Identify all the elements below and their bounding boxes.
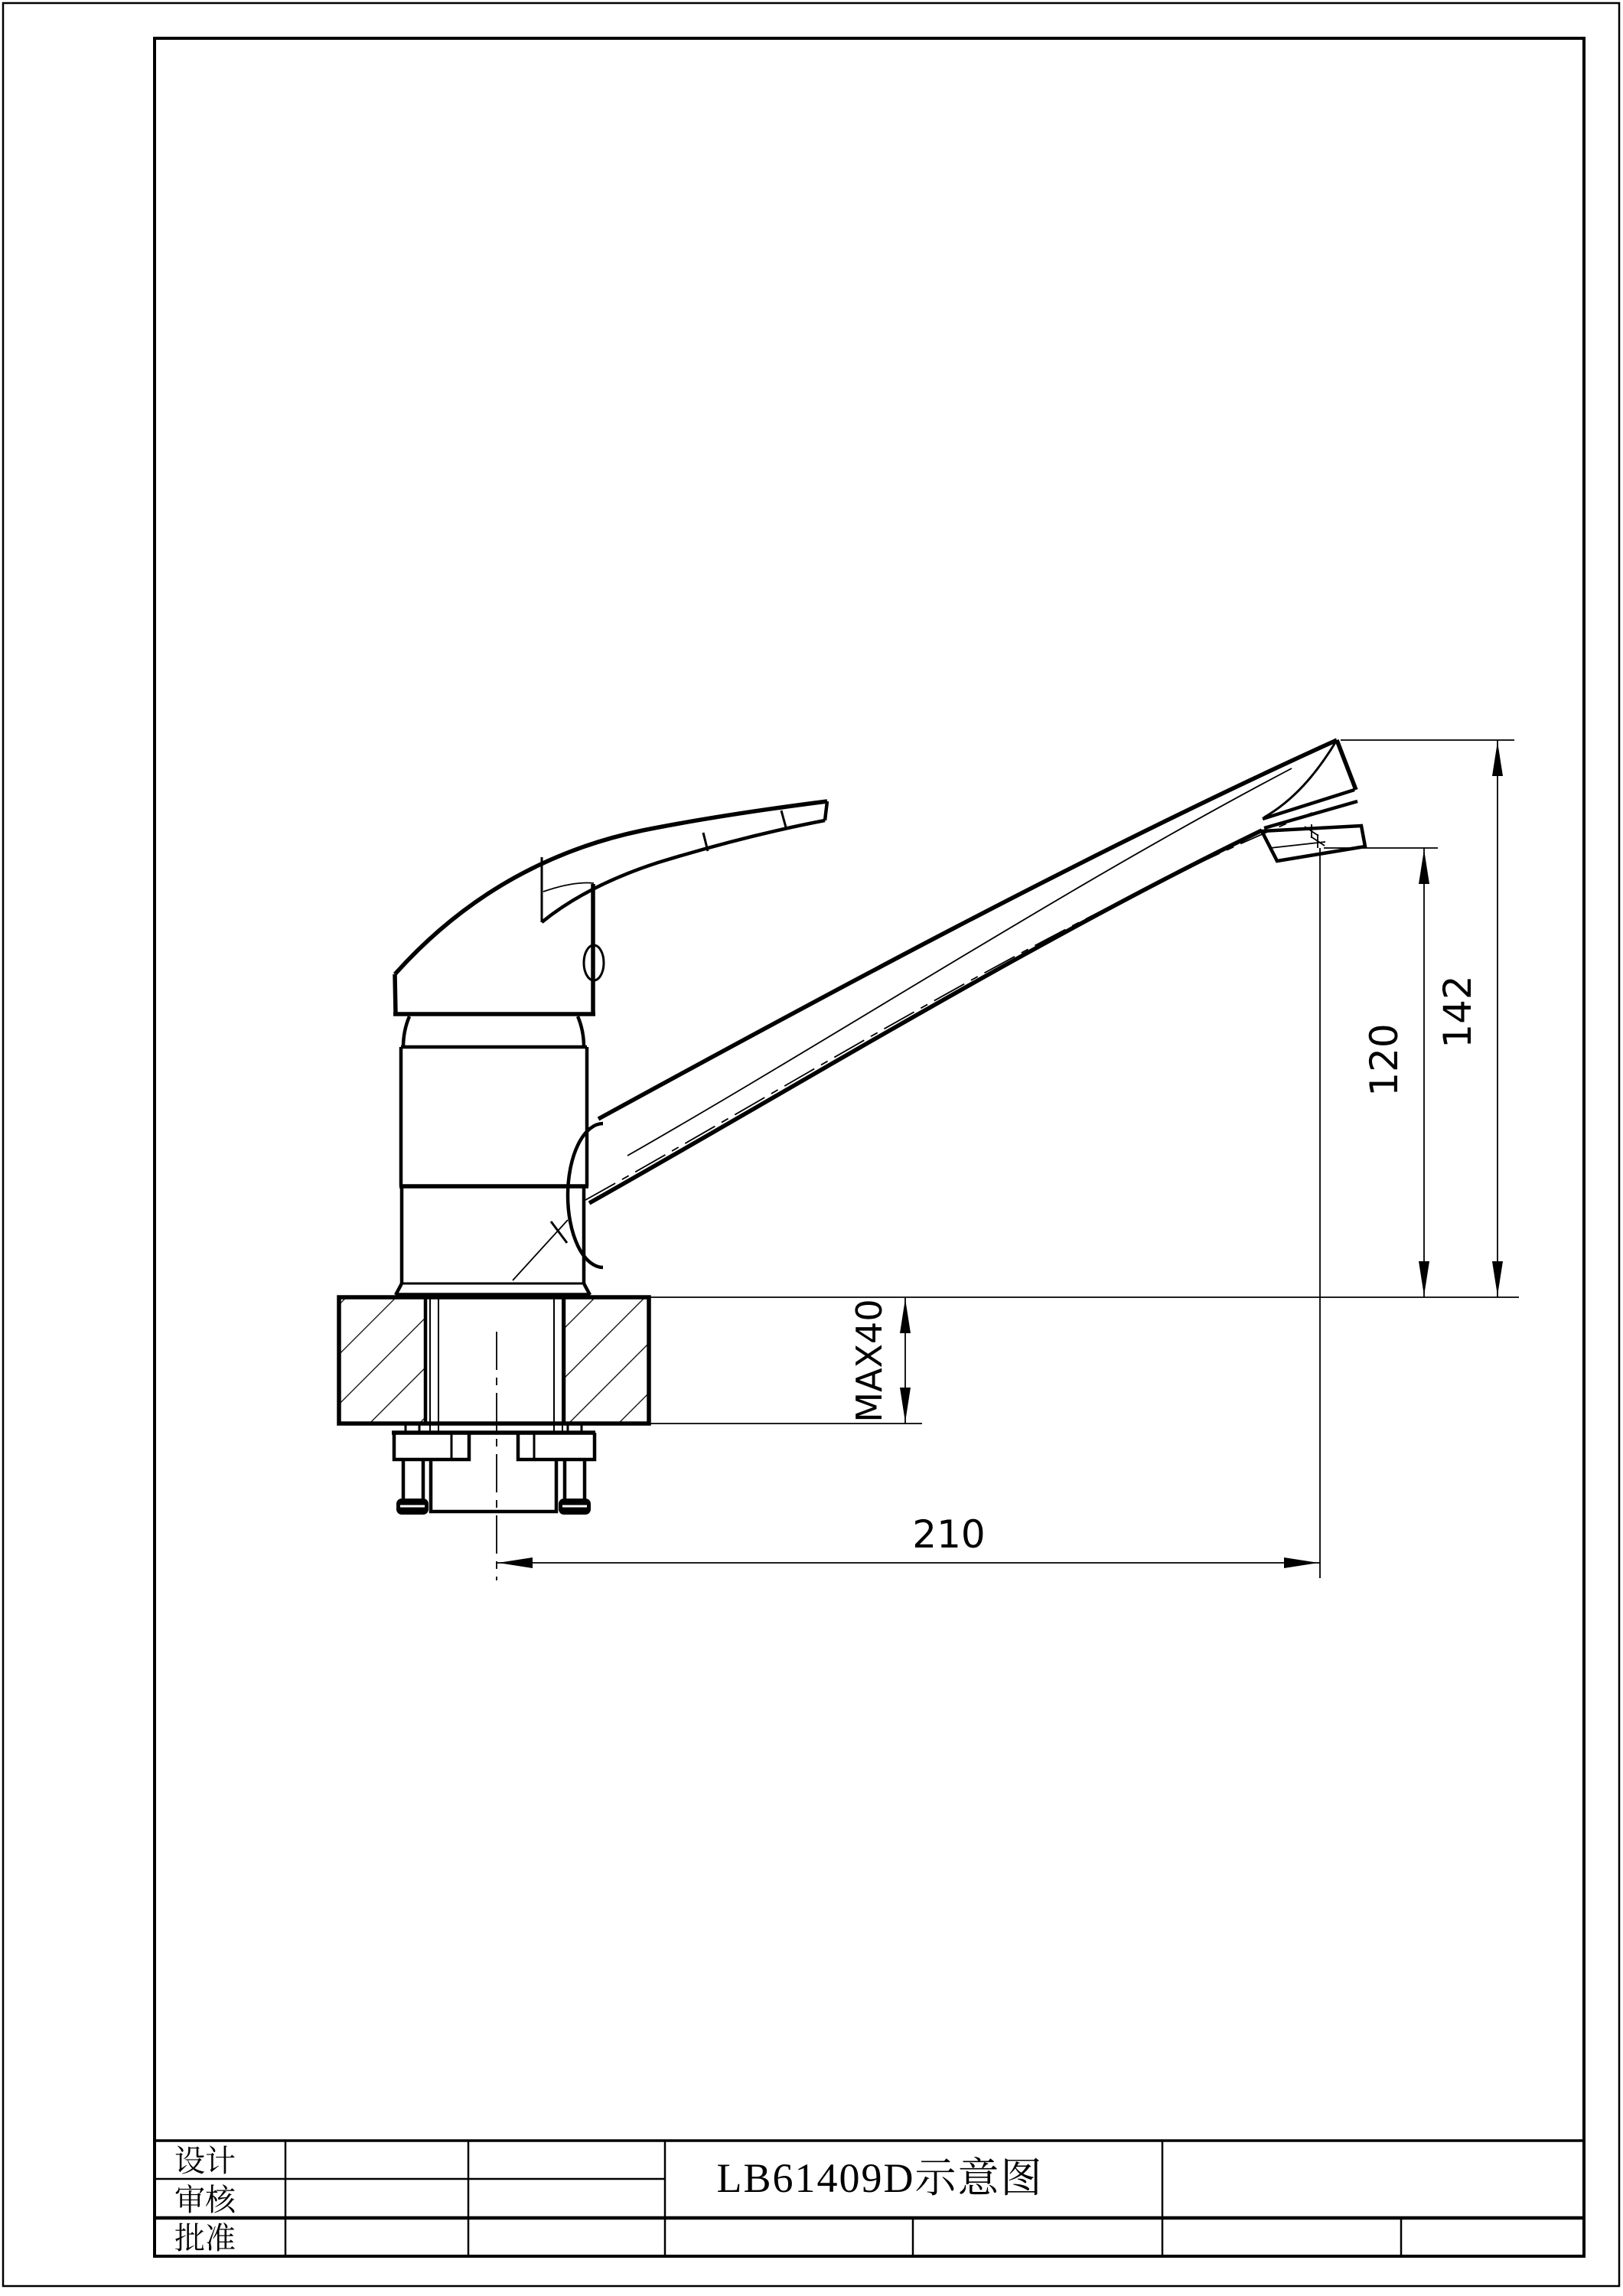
lever-dome-gap-curve — [543, 883, 594, 892]
sheet-borders — [3, 3, 1619, 2286]
tip-end-face — [1337, 740, 1356, 790]
mounting-deck-section — [339, 1297, 649, 1431]
lever-top-edge — [395, 801, 827, 974]
hex-nut-left — [394, 1433, 469, 1459]
dimension-outlet-height — [1324, 848, 1438, 1297]
faucet-side-view — [339, 740, 1365, 1580]
inner-border — [155, 38, 1584, 2256]
dimension-spout-height — [1341, 740, 1514, 1297]
lever-segment-tick — [781, 810, 786, 827]
spout-bottom-edge — [589, 830, 1262, 1203]
dimension-deck-thickness — [849, 1297, 911, 1424]
spout — [568, 740, 1337, 1267]
arrowhead-up — [1419, 850, 1429, 884]
lever-tip-face — [825, 801, 827, 820]
arrowhead-right — [1284, 1557, 1318, 1568]
deck-hatch-right — [565, 1299, 647, 1422]
cartridge-dome — [393, 884, 604, 1047]
title-block-row-review: 审核 — [174, 2183, 236, 2217]
arrowhead-down — [1419, 1261, 1429, 1296]
dimension-spout-reach — [497, 848, 1320, 1578]
title-block-row-approve: 批准 — [174, 2221, 236, 2255]
arrowhead-left — [498, 1557, 533, 1568]
hex-nut-right — [518, 1433, 595, 1459]
dome-left-edge — [395, 974, 396, 1014]
arrowhead-up — [900, 1299, 911, 1333]
dimension-value-210: 210 — [912, 1512, 986, 1557]
dimension-value-120: 120 — [1362, 1023, 1406, 1097]
lever-bottom-edge — [542, 820, 825, 922]
arrowhead-down — [1492, 1261, 1503, 1296]
drawing-title: LB61409D示意图 — [716, 2155, 1044, 2201]
faucet-body — [396, 1047, 590, 1295]
neck-right-curve — [578, 1016, 584, 1047]
spout-aerator — [1262, 740, 1365, 861]
deck-hatch-left — [341, 1299, 425, 1422]
arrowhead-down — [900, 1388, 911, 1422]
edge-tick — [551, 1221, 567, 1243]
handle-lever — [395, 801, 827, 974]
dimension-value-max40: MAX40 — [849, 1299, 890, 1423]
title-block — [155, 2141, 1584, 2256]
hidden-edge-line — [513, 1220, 568, 1280]
neck-left-curve — [403, 1016, 409, 1047]
spout-inner-line — [627, 768, 1292, 1156]
dimension-value-142: 142 — [1436, 975, 1480, 1049]
tailpiece — [431, 1459, 556, 1512]
outer-border — [3, 3, 1619, 2286]
spout-top-edge — [598, 740, 1337, 1119]
arrowhead-up — [1492, 742, 1503, 776]
title-block-row-design: 设计 — [174, 2144, 236, 2178]
